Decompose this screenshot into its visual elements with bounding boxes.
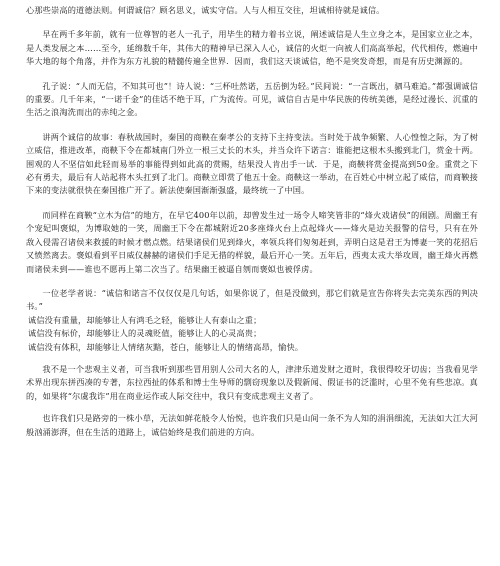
paragraph-beacon-fire-story: 而同样在商鞅“立木为信”的地方，在早它400年以前，却曾发生过一场令人啼笑皆非的“烽火戏诸侯”的闹剧。周幽王有个宠妃叫褒姒，为博取她的一笑，周幽王下令在都城附近20多座烽火台上点起烽火——烽火是边关报警的信号，只有在外敌入侵需召诸侯来救援的时候才燃点燃。结果诸侯们见到烽火，率领兵将们匆匆赶到，弄明白这是君王为博妻一笑的花招后又愤然离去。褒姒看到平日威仪赫赫的诸侯们手足无措的样貌，最后开心一笑。五年后，西夷太戎大举攻周，幽王烽火再燃而诸侯未到——谁也不愿再上第二次当了。结果幽王被逼自刎而褒姒也被俘虏。 [26,209,478,274]
paragraph-pessimism: 我不是一个悲观主义者，可当我听到那些冒用别人公司大名的人，津津乐道发财之道时，我很得咬牙切齿；当我看见学术界出现东拼西凑的专著，东拉西扯的体系和博士生导师的剽窃现象以及假新闻、假证书的泛滥时，心里不免有些悲凉。真的，如果将“尔虞我诈”用在商业运作或人际交往中，我只有变成悲观主义者了。 [26,363,478,401]
document-page [26,4,478,566]
paragraph-intro: 心那些崇高的道德法则。何谓诚信？顾名思义，诚实守信。人与人相互交往，坦诚相待就是诚信。 [26,5,385,15]
integrity-line-volume: 诚信没有体积，却能够让人情绪灰黯，苍白，能够让人的情绪高昂，愉快。 [28,341,304,352]
paragraph-closing-partial: 也许我们只是路旁的一株小草，无法如鲜花般令人怡悦，也许我们只是山间一条不为人知的涓涓细流，无法如大江大河般汹涌澎湃，但在生活的道路上，诚信始终是我们前进的方向。 [26,413,478,437]
integrity-line-weight: 诚信没有重量，却能够让人有鸿毛之轻，能够让人有泰山之重； [28,314,262,325]
paragraph-confucius-history: 早在两千多年前，就有一位尊智的老人一孔子，用毕生的精力着书立说，阐述诚信是人生立身之本，是国家立业之本，是人类发展之本……至今，延绵数千年，其伟大的精神早已深入人心，诚信的火炬一向被人们高高举起，代代相传，燃遍中华大地的每个角落，并作为东方礼貌的精髓传遍全世界．因而，我们这天谈诚信，绝不是突发奇想，而是有历史渊源的。 [26,29,478,67]
integrity-line-price: 诚信没有标价，却能够让人的灵魂贬值，能够让人的心灵高贵； [28,328,262,339]
paragraph-quotes: 孔子说：“人而无信，不知其可也”！诗人说：“三杯吐然诺，五岳倒为轻。”民间说：“一言既出，驷马难追。”都强调诚信的重要。几千年来，“一诺千金”的佳话不绝于耳，广为流传。可见，诚信自古是中华民族的传统美德，是经过漫长、沉重的生活之浪淘洗而出的赤纯之金。 [26,80,478,118]
paragraph-shang-yang-story: 讲两个诚信的故事：春秋战国时，秦国的商鞅在秦孝公的支持下主持变法。当时处于战争频繁、人心惶惶之际，为了树立威信，推进改革，商鞅下令在都城南门外立一根三丈长的木头，并当众许下诺言：谁能把这根木头搬到北门，赏金十两。围观的人不坚信如此轻而易举的事能得到如此高的赏赐，结果没人肯出手一试．于是，商鞅将赏金提高到50金。重赏之下必有勇夫，最后有人站起将木头扛到了北门。商鞅立即赏了他五十金。商鞅这一举动，在百姓心中树立起了威信，而商鞅接下来的变法就很快在秦国推广开了。新法使秦国渐渐强盛，最终统一了中国。 [26,131,478,196]
paragraph-scholar-quote: 一位老学者说：“诚信和诺言不仅仅仅是几句话，如果你说了，但是没做到，那它们就是宣告你将失去完美东西的判决书。” [26,287,478,312]
